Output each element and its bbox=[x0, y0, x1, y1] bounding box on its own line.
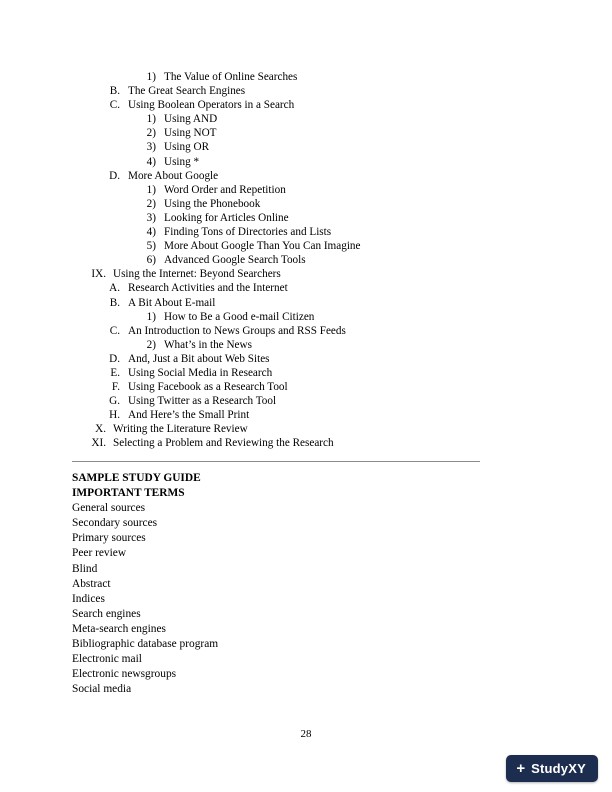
outline-item-marker: D. bbox=[109, 352, 120, 365]
outline-item-label: Finding Tons of Directories and Lists bbox=[164, 226, 332, 239]
outline-item-label: Looking for Articles Online bbox=[164, 211, 289, 224]
outline-item bbox=[72, 267, 542, 281]
term-item: Search engines bbox=[72, 607, 141, 620]
outline-item bbox=[72, 126, 542, 140]
term-item: Abstract bbox=[72, 577, 111, 590]
outline-item-label: Research Activities and the Internet bbox=[128, 282, 288, 295]
outline-item bbox=[72, 183, 542, 197]
outline-item bbox=[72, 211, 542, 225]
outline-item-marker: 2) bbox=[146, 197, 156, 210]
outline-item-label: And, Just a Bit about Web Sites bbox=[128, 352, 270, 365]
outline-item bbox=[72, 408, 542, 422]
important-terms-heading: IMPORTANT TERMS bbox=[72, 487, 185, 500]
outline-item bbox=[72, 70, 542, 84]
outline-item bbox=[72, 253, 542, 267]
outline-item-marker: H. bbox=[109, 409, 120, 422]
outline-list bbox=[72, 70, 542, 451]
term-item: Meta-search engines bbox=[72, 622, 166, 635]
outline-item-marker: B. bbox=[109, 296, 120, 309]
watermark-brand bbox=[531, 761, 586, 776]
term-item: Electronic mail bbox=[72, 653, 142, 666]
outline-item-label: The Value of Online Searches bbox=[164, 71, 298, 83]
outline-item-marker: X. bbox=[95, 423, 106, 436]
outline-item-label: Selecting a Problem and Reviewing the Research bbox=[113, 437, 334, 450]
outline-item-label: An Introduction to News Groups and RSS Feeds bbox=[128, 324, 346, 337]
terms-list bbox=[72, 501, 542, 697]
sample-study-guide-heading: SAMPLE STUDY GUIDE bbox=[72, 472, 201, 484]
term-item: Secondary sources bbox=[72, 517, 158, 530]
outline-item bbox=[72, 155, 542, 169]
outline-item-marker: F. bbox=[111, 381, 120, 394]
outline-item-label: A Bit About E-mail bbox=[128, 296, 216, 309]
outline-item-label: Using Facebook as a Research Tool bbox=[128, 381, 288, 394]
outline-item-label: Using Boolean Operators in a Search bbox=[128, 99, 295, 112]
outline-item-marker: 2) bbox=[146, 338, 156, 351]
watermark-brand-sub: XY bbox=[568, 761, 586, 776]
outline-item-label: How to Be a Good e-mail Citizen bbox=[164, 310, 315, 323]
outline-item-marker: 1) bbox=[146, 71, 156, 83]
outline-item-label: Writing the Literature Review bbox=[113, 423, 248, 436]
section-divider bbox=[72, 461, 480, 462]
outline-item-marker: 4) bbox=[146, 155, 156, 168]
page-number: 28 bbox=[300, 728, 312, 740]
outline-item bbox=[72, 140, 542, 154]
outline-item-label: Using Twitter as a Research Tool bbox=[128, 395, 277, 408]
outline-item-marker: D. bbox=[109, 169, 120, 182]
outline-item-marker: 1) bbox=[146, 113, 156, 126]
term-item: Primary sources bbox=[72, 532, 146, 545]
outline-item bbox=[72, 352, 542, 366]
outline-item bbox=[72, 296, 542, 310]
outline-item-marker: A. bbox=[109, 282, 120, 295]
outline-item-marker: C. bbox=[109, 324, 120, 337]
outline-item-label: Using OR bbox=[164, 141, 210, 154]
outline-item-marker: 4) bbox=[146, 226, 156, 239]
outline-item bbox=[72, 394, 542, 408]
outline-item-label: Using * bbox=[164, 155, 200, 168]
watermark-brand-main: Study bbox=[531, 761, 569, 776]
outline-item-label: Using the Internet: Beyond Searchers bbox=[113, 268, 281, 281]
term-item: Social media bbox=[72, 683, 132, 696]
outline-item-label: More About Google bbox=[128, 169, 219, 182]
studyxy-watermark[interactable] bbox=[506, 755, 598, 782]
plus-icon: + bbox=[516, 760, 526, 777]
outline-item bbox=[72, 225, 542, 239]
outline-item bbox=[72, 310, 542, 324]
outline-item bbox=[72, 281, 542, 295]
outline-item bbox=[72, 98, 542, 112]
outline-item-marker: 1) bbox=[146, 310, 156, 323]
outline-item-label: The Great Search Engines bbox=[128, 85, 246, 98]
outline-item bbox=[72, 197, 542, 211]
outline-item-label: Using the Phonebook bbox=[164, 197, 261, 210]
outline-item bbox=[72, 338, 542, 352]
outline-item-marker: 1) bbox=[146, 183, 156, 196]
outline-item-marker: B. bbox=[109, 85, 120, 98]
term-item: Electronic newsgroups bbox=[72, 668, 177, 681]
outline-item bbox=[72, 324, 542, 338]
outline-item-marker: E. bbox=[110, 366, 120, 379]
outline-item-marker: 6) bbox=[146, 254, 156, 267]
outline-item bbox=[72, 422, 542, 436]
outline-item-marker: C. bbox=[109, 99, 120, 112]
outline-item-label: Using NOT bbox=[164, 127, 217, 140]
outline-item-label: And Here’s the Small Print bbox=[128, 409, 250, 422]
outline-item bbox=[72, 84, 542, 98]
outline-item-marker: 3) bbox=[146, 211, 156, 224]
outline-item bbox=[72, 112, 542, 126]
term-item: Bibliographic database program bbox=[72, 638, 219, 651]
outline-item-label: Using AND bbox=[164, 113, 218, 126]
outline-item-label: What’s in the News bbox=[164, 338, 252, 351]
outline-item-label: More About Google Than You Can Imagine bbox=[164, 240, 361, 253]
outline-item-marker: 5) bbox=[146, 240, 156, 253]
outline-item-marker: 2) bbox=[146, 127, 156, 140]
term-item: Indices bbox=[72, 592, 105, 605]
outline-item-marker: G. bbox=[109, 395, 120, 408]
outline-item bbox=[72, 239, 542, 253]
term-item: General sources bbox=[72, 502, 146, 515]
outline-item-label: Advanced Google Search Tools bbox=[164, 254, 306, 267]
term-item: Peer review bbox=[72, 547, 127, 560]
outline-item-marker: IX. bbox=[91, 268, 106, 281]
outline-item bbox=[72, 380, 542, 394]
outline-item-label: Using Social Media in Research bbox=[128, 366, 273, 379]
term-item: Blind bbox=[72, 562, 98, 575]
outline-item bbox=[72, 366, 542, 380]
outline-item bbox=[72, 169, 542, 183]
outline-item-marker: XI. bbox=[91, 437, 106, 450]
outline-item-marker: 3) bbox=[146, 141, 156, 154]
outline-item-label: Word Order and Repetition bbox=[164, 183, 286, 196]
outline-item bbox=[72, 436, 542, 450]
important-terms-section bbox=[72, 471, 542, 697]
